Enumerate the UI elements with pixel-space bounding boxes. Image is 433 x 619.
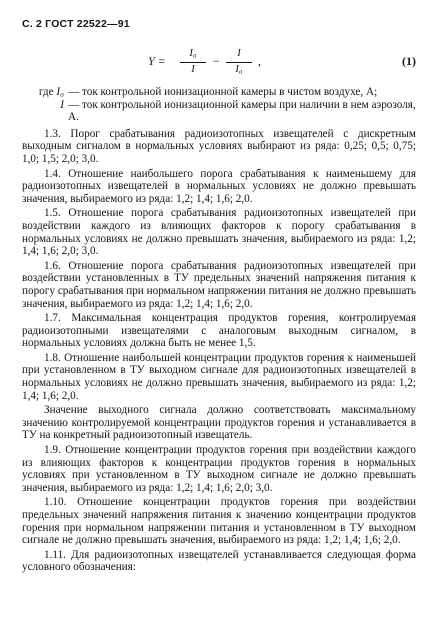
paragraph-1-8-note: Значение выходного сигнала должно соответствовать максимальному значению контролируемой концентрации продуктов горения и устанавливается в ТУ на конкретный радиоизотопный извещатель. (22, 404, 416, 442)
formula-frac1-numerator: I₀ (180, 48, 206, 63)
paragraph-1-5: 1.5. Отношение порога срабатывания радиоизотопных извещателей при воздействии каждого из влияющих факторов к порогу срабатывания в нормальных условиях не должно превышать значения, выбираемого из ряда: 1,2; 1,4; 1,6; 2,0; 3,0. (22, 207, 416, 258)
paragraph-1-6: 1.6. Отношение порога срабатывания радиоизотопных извещателей при воздействии установленных в ТУ предельных значений напряжения питания к порогу срабатывания при нормальном напряжении питания не должно превышать значения, выбираемого из ряда: 1,2; 1,4; 1,6; 2,0. (22, 259, 416, 310)
paragraph-1-4: 1.4. Отношение наибольшего порога срабатывания к наименьшему для радиоизотопных извещателей в нормальных условиях не должно превышать значения, выбираемого из ряда: 1,2; 1,4; 1,6; 2,0. (22, 167, 416, 205)
formula-1 (148, 48, 418, 84)
formula-frac1-denominator: I (191, 63, 195, 75)
formula-comma: , (258, 54, 261, 68)
legend-symbol: I (60, 98, 64, 111)
formula-fraction-2 (226, 48, 252, 76)
formula-fraction-1 (180, 48, 206, 76)
legend-intro-and-symbol (22, 86, 68, 99)
paragraph-1-7: 1.7. Максимальная концентрация продуктов горения, контролируемая радиоизотопными извещателями с аналоговым выходным сигналом, в нормальных условиях должна быть не менее 1,5. (22, 312, 416, 350)
legend-text: — ток контрольной ионизационной камеры при наличии в нем аэрозоля, А. (68, 98, 416, 124)
legend-item (22, 86, 416, 99)
paragraph-1-11: 1.11. Для радиоизотопных извещателей устанавливается следующая форма условного обозначения: (22, 548, 416, 574)
formula-minus: − (212, 54, 221, 68)
formula-lhs: Y = (148, 54, 166, 68)
paragraph-1-8: 1.8. Отношение наибольшей концентрации продуктов горения к наименьшей при установленном в ТУ выходном сигнале для радиоизотопных извещателей в нормальных условиях не должно превышать значения, выбираемого из ряда: 1,2; 1,4; 1,6; 2,0. (22, 351, 416, 402)
paragraph-1-3: 1.3. Порог срабатывания радиоизотопных извещателей с дискретным выходным сигналом в нормальных условиях выбирают из ряда: 0,25; 0,5; 0,75; 1,0; 1,5; 2,0; 3,0. (22, 127, 416, 165)
formula-number: (1) (402, 54, 416, 68)
legend-text: — ток контрольной ионизационной камеры в чистом воздухе, А; (68, 86, 378, 98)
page-header: С. 2 ГОСТ 22522—91 (22, 18, 130, 30)
formula-frac2-denominator: I₀ (235, 63, 243, 75)
document-body (22, 86, 416, 574)
legend-symbol: I₀ (56, 86, 64, 98)
paragraph-1-9: 1.9. Отношение концентрации продуктов горения при воздействии каждого из влияющих факторов к концентрации продуктов горения в нормальных условиях при установленном в ТУ выходном сигнале не должно превышать значения, выбираемого из ряда: 1,2; 1,4; 1,6; 2,0; 3,0. (22, 444, 416, 494)
paragraph-1-10: 1.10. Отношение концентрации продуктов горения при воздействии предельных значений напряжения питания к значению концентрации продуктов горения при нормальном напряжении питания и установленном в ТУ выходном сигнале не должно превышать значения, выбираемого из ряда: 1,2; 1,4; 1,6; 2,0. (22, 496, 416, 547)
formula-frac2-numerator: I (226, 48, 252, 63)
legend-intro: где (38, 86, 54, 98)
legend-item (22, 99, 416, 124)
